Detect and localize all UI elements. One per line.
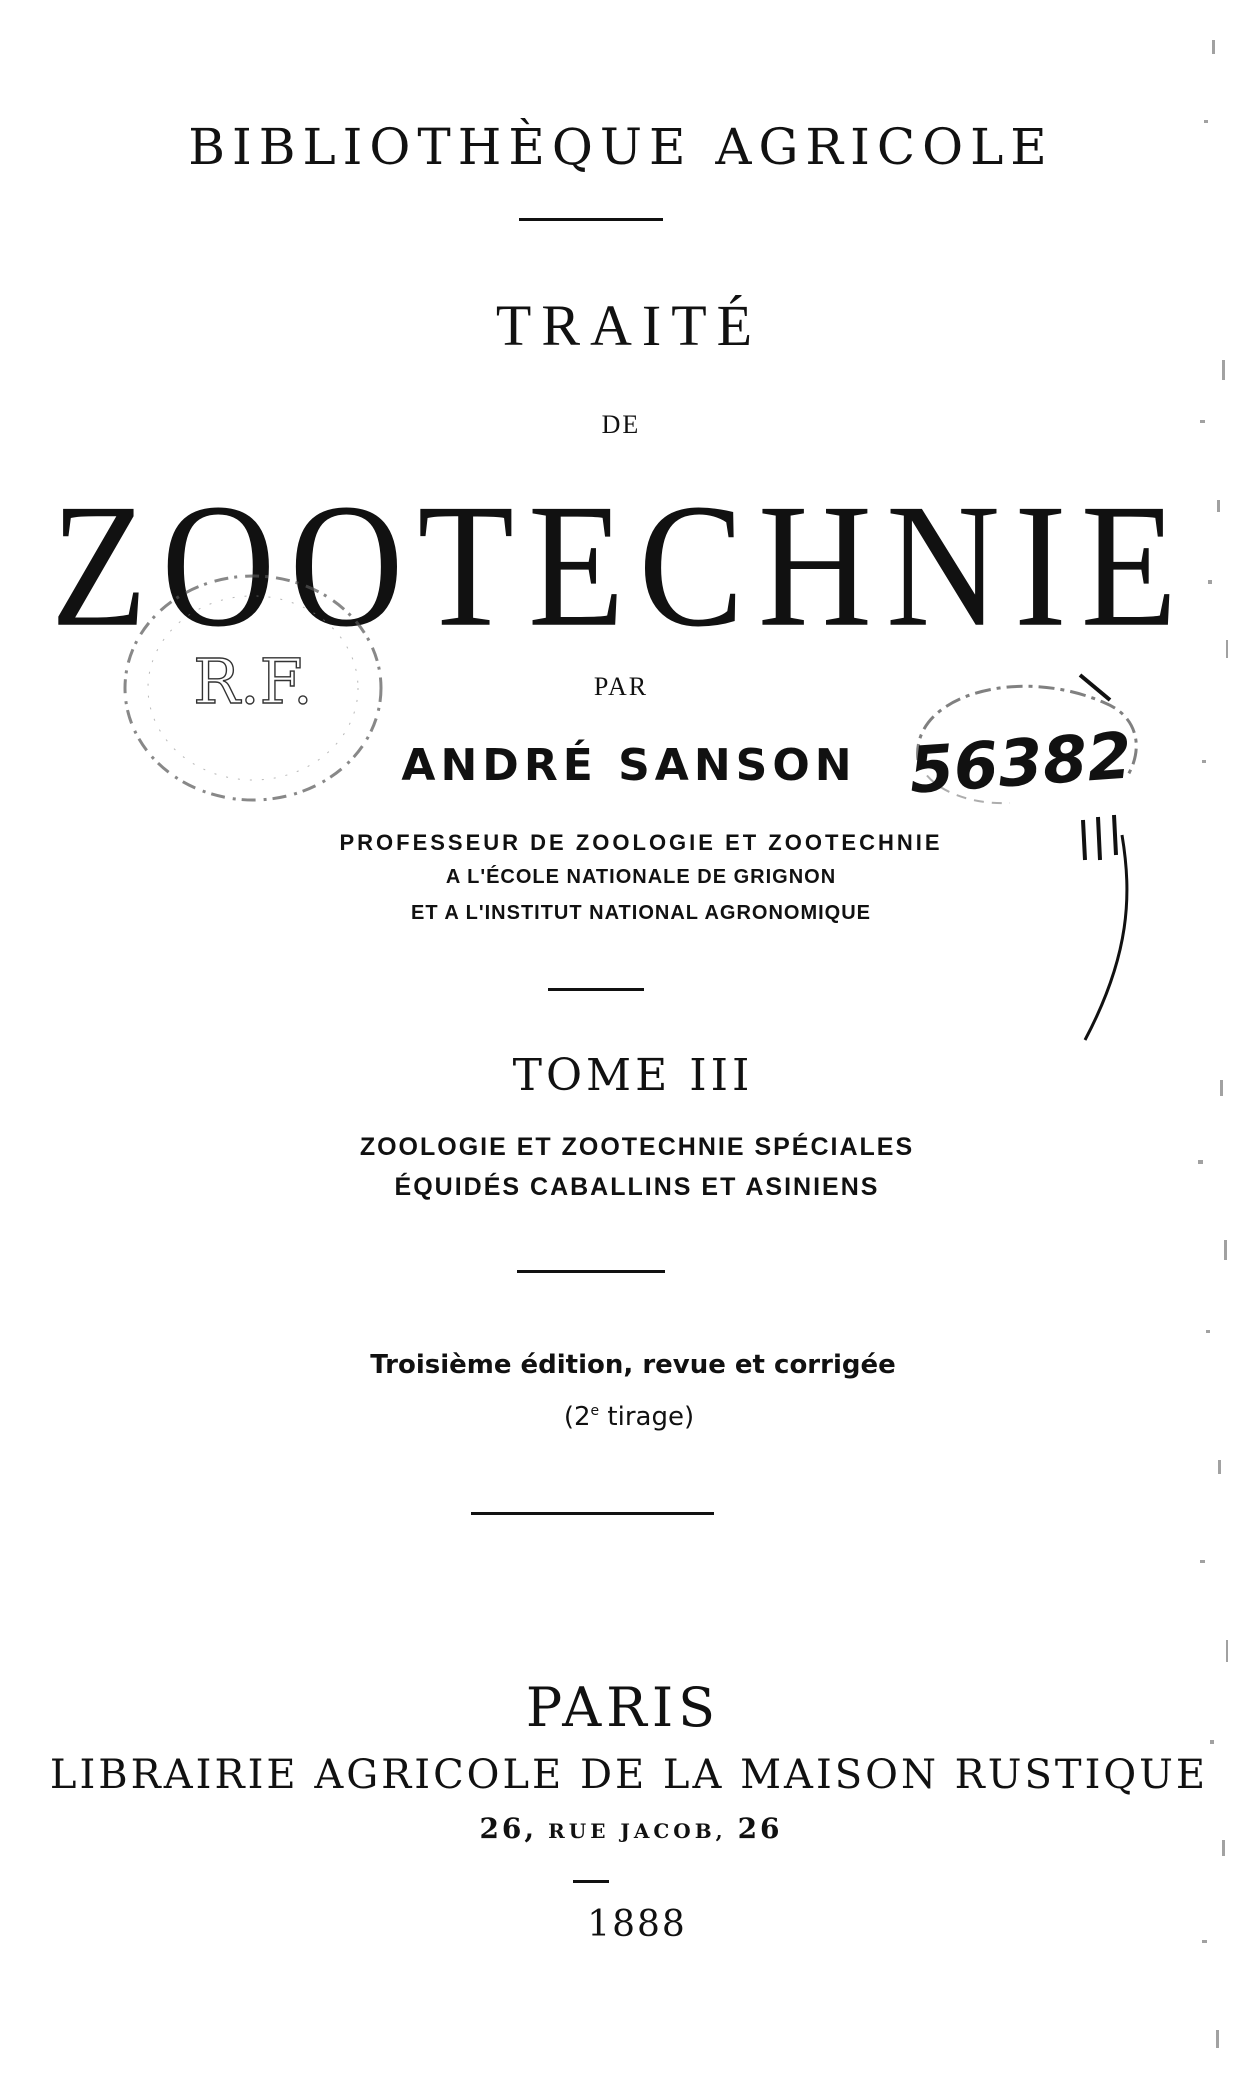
- printing-note-sup: e: [590, 1403, 600, 1419]
- stamp-text: R.F.: [193, 645, 313, 718]
- divider-rule: [519, 218, 663, 221]
- library-stamp: [118, 568, 388, 808]
- author-name: ANDRÉ SANSON: [401, 740, 857, 791]
- series-title: BIBLIOTHÈQUE AGRICOLE: [188, 118, 1054, 176]
- divider-rule: [548, 988, 644, 991]
- publisher-name: LIBRAIRIE AGRICOLE DE LA MAISON RUSTIQUE: [49, 1752, 1209, 1798]
- by-label: PAR: [593, 672, 649, 701]
- address-number: 26: [737, 1812, 783, 1845]
- divider-rule: [573, 1880, 609, 1883]
- accession-stamp: [900, 655, 1150, 1055]
- publisher-address: [10, 1812, 1242, 1845]
- publication-city: PARIS: [525, 1676, 721, 1739]
- page-edge-noise: [1182, 0, 1242, 2095]
- publication-year: 1888: [587, 1904, 687, 1945]
- author-credential: PROFESSEUR DE ZOOLOGIE ET ZOOTECHNIE: [339, 830, 943, 855]
- author-credential: ET A L'INSTITUT NATIONAL AGRONOMIQUE: [411, 902, 871, 924]
- printing-note: [8, 1402, 1242, 1432]
- printing-note-close: tirage): [599, 1402, 695, 1432]
- main-title: ZOOTECHNIE: [50, 467, 1192, 664]
- title-prefix: TRAITÉ: [495, 293, 763, 358]
- divider-rule: [471, 1512, 714, 1515]
- edition-note: Troisième édition, revue et corrigée: [370, 1350, 896, 1380]
- address-street: RUE JACOB,: [537, 1819, 738, 1843]
- address-number: 26,: [479, 1812, 538, 1845]
- handwritten-number: 56382: [906, 719, 1135, 809]
- volume-subtitle: ÉQUIDÉS CABALLINS ET ASINIENS: [394, 1173, 880, 1201]
- printing-note-open: (2: [563, 1402, 591, 1432]
- volume-subtitle: ZOOLOGIE ET ZOOTECHNIE SPÉCIALES: [359, 1133, 915, 1161]
- volume-number: TOME III: [512, 1050, 754, 1101]
- title-connector: DE: [601, 410, 641, 439]
- author-credential: A L'ÉCOLE NATIONALE DE GRIGNON: [445, 866, 837, 888]
- divider-rule: [517, 1270, 665, 1273]
